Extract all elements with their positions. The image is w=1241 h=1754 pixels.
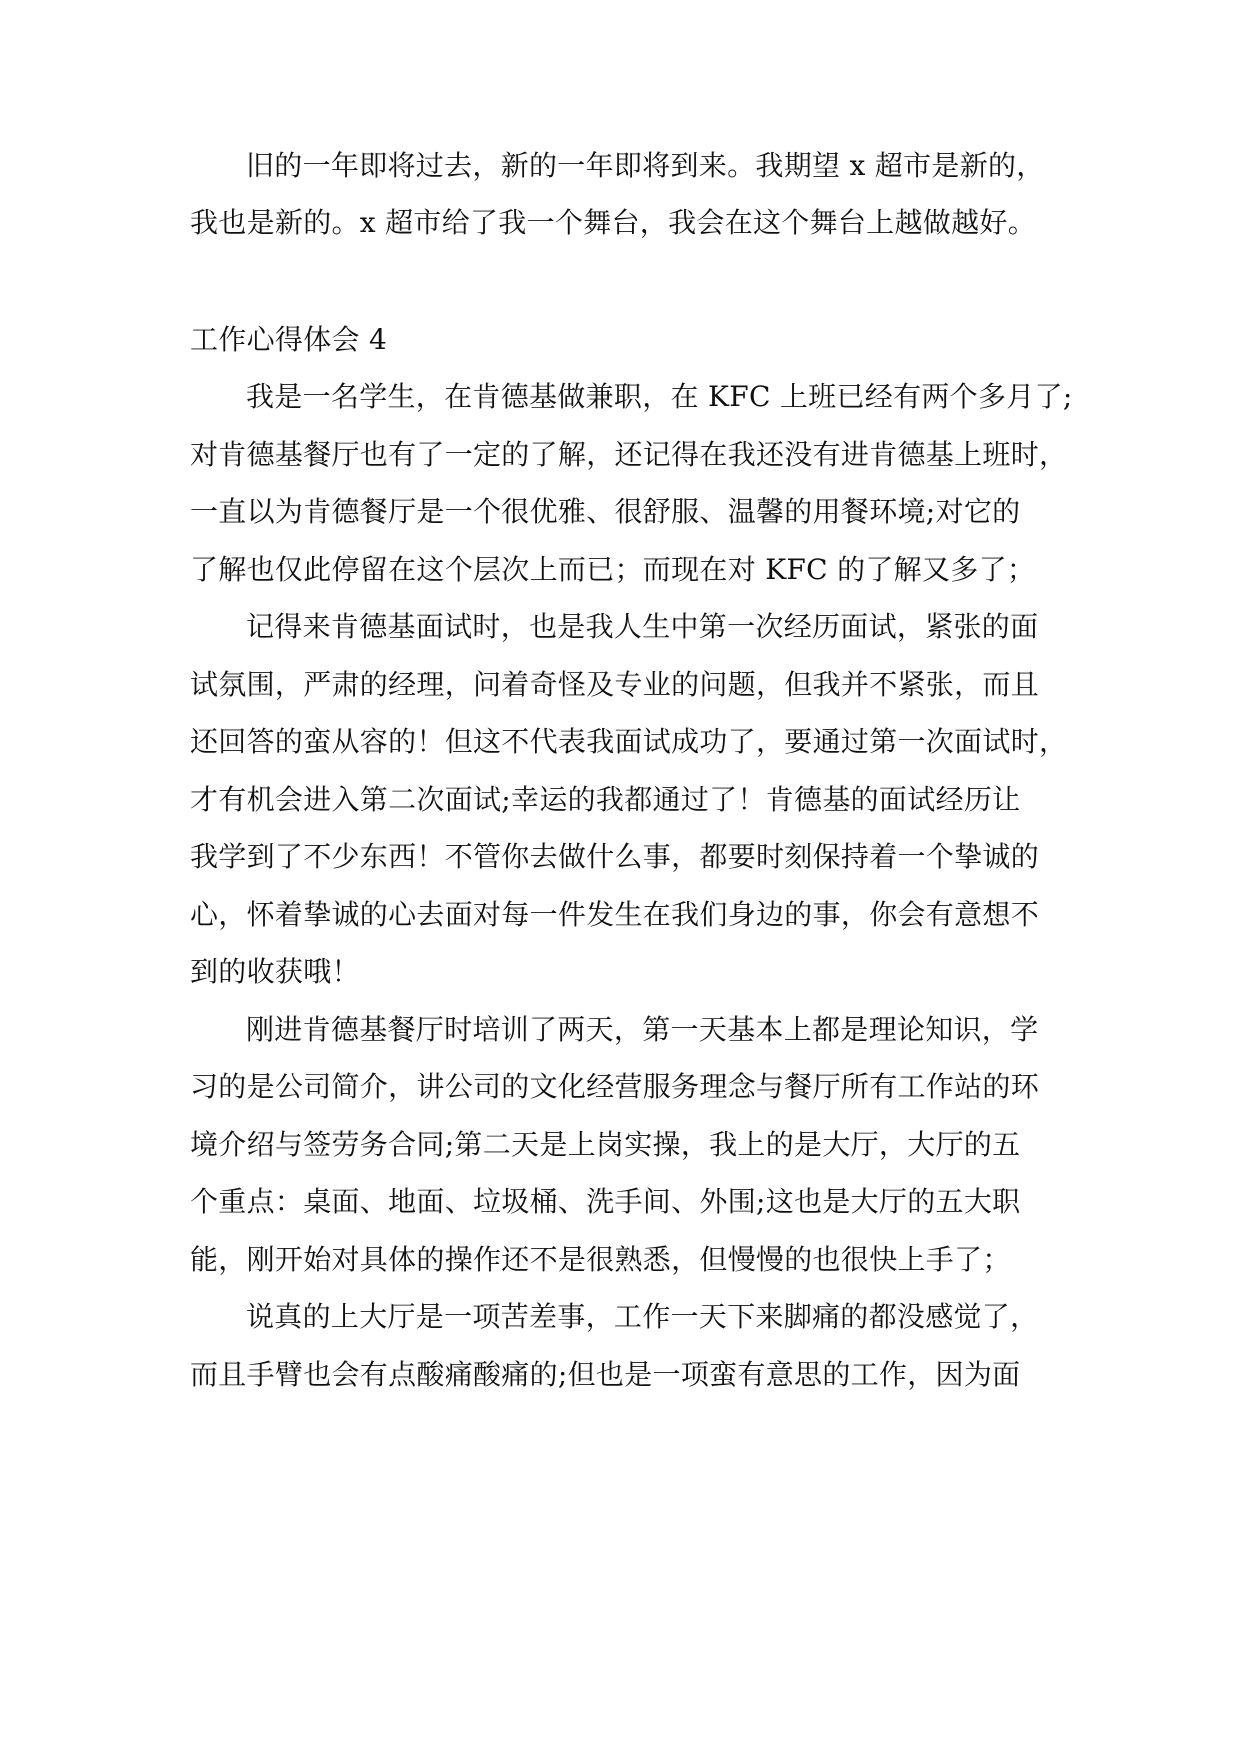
paragraph-line: 旧的一年即将过去，新的一年即将到来。我期望 x 超市是新的，: [246, 149, 1045, 182]
paragraph-line: 记得来肯德基面试时，也是我人生中第一次经历面试，紧张的面: [246, 610, 1039, 643]
paragraph-line: 才有机会进入第二次面试;幸运的我都通过了！肯德基的面试经历让: [190, 783, 1021, 816]
paragraph-line: 试氛围，严肃的经理，问着奇怪及专业的问题，但我并不紧张，而且: [190, 668, 1040, 701]
paragraph-line: 一直以为肯德餐厅是一个很优雅、很舒服、温馨的用餐环境;对它的: [190, 495, 1021, 528]
paragraph-line: 到的收获哦！: [190, 955, 360, 988]
paragraph-line: 了解也仅此停留在这个层次上而已；而现在对 KFC 的了解又多了；: [190, 553, 1036, 586]
paragraph-line: 说真的上大厅是一项苦差事，工作一天下来脚痛的都没感觉了，: [246, 1300, 1039, 1333]
section-heading: 工作心得体会 4: [190, 323, 388, 356]
paragraph-line: 我学到了不少东西！不管你去做什么事，都要时刻保持着一个挚诚的: [190, 840, 1040, 873]
paragraph-line: 对肯德基餐厅也有了一定的了解，还记得在我还没有进肯德基上班时，: [190, 438, 1068, 471]
paragraph-line: 习的是公司简介，讲公司的文化经营服务理念与餐厅所有工作站的环: [190, 1070, 1040, 1103]
paragraph-line: 心，怀着挚诚的心去面对每一件发生在我们身边的事，你会有意想不: [190, 898, 1040, 931]
paragraph-line: 境介绍与签劳务合同;第二天是上岗实操，我上的是大厅，大厅的五: [190, 1128, 1021, 1161]
paragraph-line: 我也是新的。x 超市给了我一个舞台，我会在这个舞台上越做越好。: [190, 206, 1036, 239]
paragraph-line: 个重点：桌面、地面、垃圾桶、洗手间、外围;这也是大厅的五大职: [190, 1185, 1021, 1218]
paragraph-line: 还回答的蛮从容的！但这不代表我面试成功了，要通过第一次面试时，: [190, 725, 1068, 758]
paragraph-line: 能，刚开始对具体的操作还不是很熟悉，但慢慢的也很快上手了；: [190, 1243, 1011, 1276]
paragraph-line: 刚进肯德基餐厅时培训了两天，第一天基本上都是理论知识，学: [246, 1013, 1039, 1046]
paragraph-line: 我是一名学生，在肯德基做兼职，在 KFC 上班已经有两个多月了;: [246, 380, 1073, 413]
paragraph-line: 而且手臂也会有点酸痛酸痛的;但也是一项蛮有意思的工作，因为面: [190, 1358, 1021, 1391]
